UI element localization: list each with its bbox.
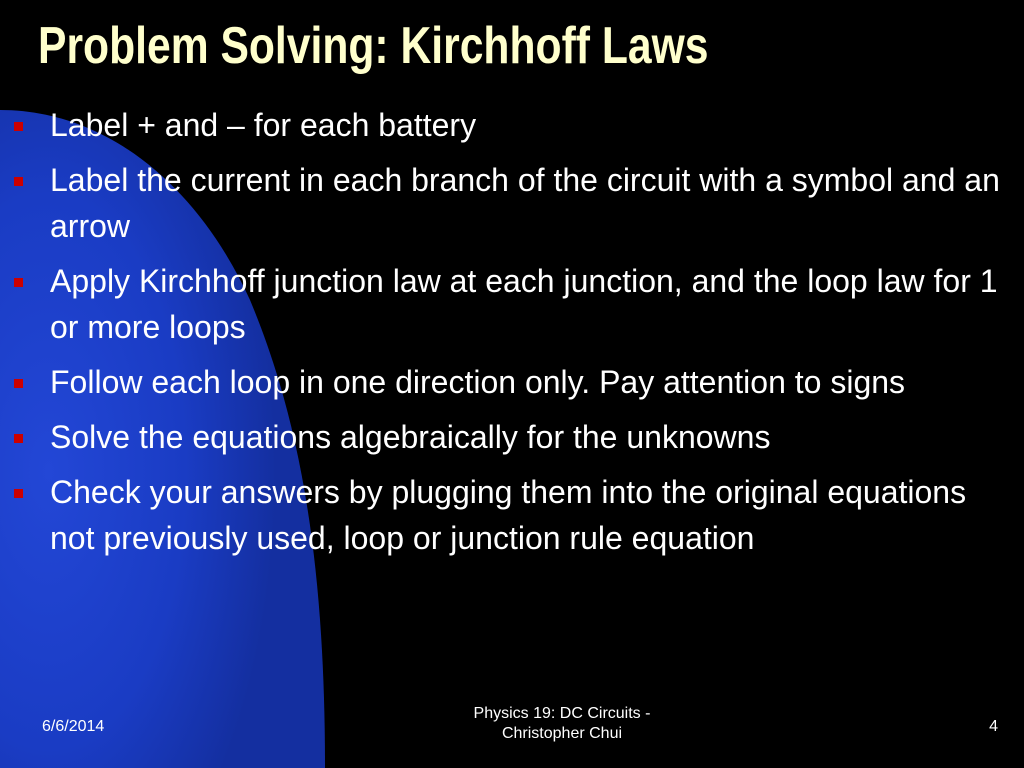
bullet-text: Solve the equations algebraically for the unknowns [50,419,771,455]
bullet-square-icon [14,434,23,443]
bullet-square-icon [14,278,23,287]
footer-title-line1: Physics 19: DC Circuits - [473,705,651,722]
slide-title: Problem Solving: Kirchhoff Laws [38,17,709,75]
bullet-text: Apply Kirchhoff junction law at each junction, and the loop law for 1 or more loops [50,263,998,345]
bullet-text: Label + and – for each battery [50,107,477,143]
bullet-item [12,102,1002,148]
bullet-list [12,102,1002,570]
bullet-square-icon [14,489,23,498]
footer-title [412,704,712,744]
bullet-square-icon [14,379,23,388]
bullet-text: Follow each loop in one direction only. Pay attention to signs [50,364,906,400]
footer-date: 6/6/2014 [42,718,105,735]
bullet-square-icon [14,122,23,131]
bullet-item [12,258,1002,350]
bullet-item [12,359,1002,405]
page-number: 4 [989,718,998,735]
bullet-text: Check your answers by plugging them into the original equations not previously used, loop or junction rule equation [50,474,967,556]
bullet-square-icon [14,177,23,186]
bullet-text: Label the current in each branch of the circuit with a symbol and an arrow [50,162,1000,244]
bullet-item [12,157,1002,249]
footer-title-line2: Christopher Chui [501,725,623,742]
bullet-item [12,414,1002,460]
bullet-item [12,469,1002,561]
